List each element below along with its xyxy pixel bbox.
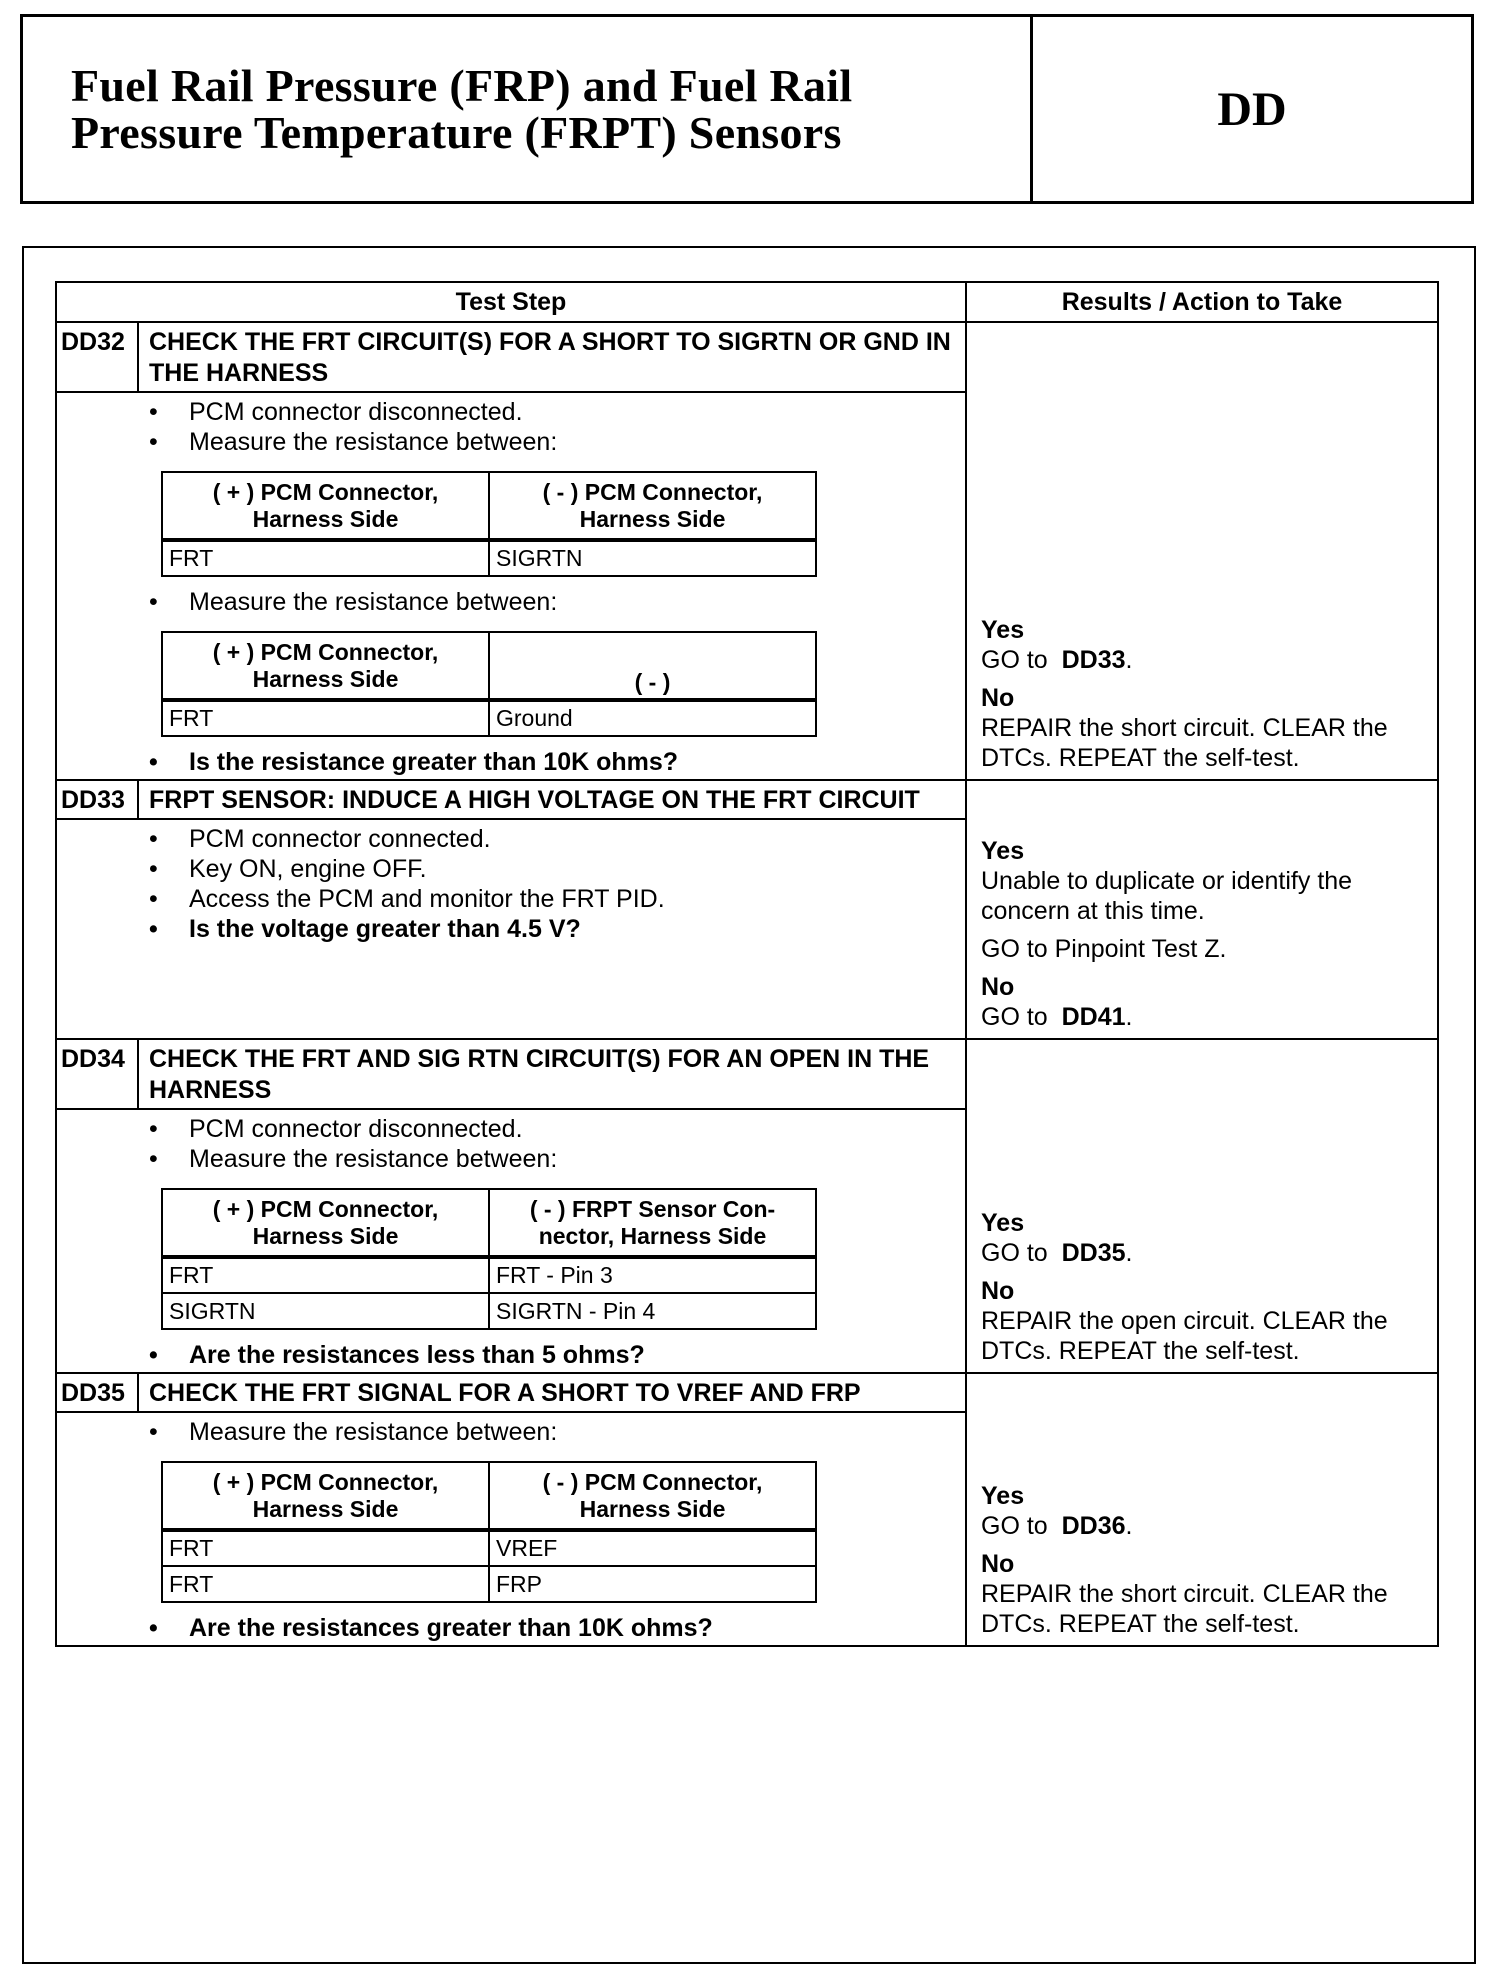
list-item-text: PCM connector disconnected. <box>189 1115 523 1143</box>
test-step-dd33 <box>57 781 1437 1040</box>
table-cell: SIGRTN <box>162 1293 489 1329</box>
table-cell: SIGRTN - Pin 4 <box>489 1293 816 1329</box>
step-question: • Are the resistances greater than 10K ohms? <box>149 1614 713 1642</box>
measurement-header-positive: ( + ) PCM Connector, Harness Side <box>162 632 489 700</box>
table-cell: FRT <box>162 540 489 576</box>
list-item: • Access the PCM and monitor the FRT PID. <box>149 885 665 913</box>
page-title-text: Fuel Rail Pressure (FRP) and Fuel Rail Pressure Temperature (FRPT) Sensors <box>71 60 853 158</box>
step-title: CHECK THE FRT AND SIG RTN CIRCUIT(S) FOR AN OPEN IN THE HARNESS <box>149 1045 930 1104</box>
table-cell: VREF <box>489 1530 816 1566</box>
test-step-dd35 <box>57 1374 1437 1645</box>
no-action: REPAIR the short circuit. CLEAR the DTCs. REPEAT the self-test. <box>981 1580 1388 1638</box>
yes-action: GO to DD36. <box>981 1512 1133 1540</box>
list-item-text: Access the PCM and monitor the FRT PID. <box>189 885 665 913</box>
step-content <box>57 1374 967 1645</box>
table-row <box>162 1530 816 1566</box>
column-header-test-step: Test Step <box>57 283 967 321</box>
step-question: • Is the resistance greater than 10K ohms? <box>149 748 679 776</box>
list-item-text: Measure the resistance between: <box>189 1418 558 1446</box>
pinpoint-test-table <box>55 281 1439 1647</box>
section-code: DD <box>1217 82 1287 136</box>
no-label: No <box>981 684 1015 712</box>
measurement-header-negative: ( - ) FRPT Sensor Con-nector, Harness Side <box>489 1189 816 1257</box>
measurement-header-negative: ( - ) <box>489 632 816 700</box>
no-action: GO to DD41. <box>981 1003 1133 1031</box>
table-row <box>162 700 816 736</box>
yes-action-goto[interactable]: GO to Pinpoint Test Z. <box>981 935 1227 963</box>
no-action: REPAIR the short circuit. CLEAR the DTCs. REPEAT the self-test. <box>981 714 1388 772</box>
list-item: • Measure the resistance between: <box>149 1145 558 1173</box>
table-row <box>162 1566 816 1602</box>
step-heading <box>57 781 965 820</box>
list-item: • Measure the resistance between: <box>149 1418 558 1446</box>
goto-link-dd41[interactable]: DD41 <box>1061 1003 1126 1031</box>
step-title: CHECK THE FRT SIGNAL FOR A SHORT TO VREF AND FRP <box>149 1379 861 1407</box>
step-body <box>57 393 965 779</box>
measurement-header-positive: ( + ) PCM Connector, Harness Side <box>162 472 489 540</box>
table-cell: FRT - Pin 3 <box>489 1257 816 1293</box>
yes-action-text: GO to <box>981 1512 1048 1540</box>
step-results <box>967 781 1437 1038</box>
step-heading <box>57 1374 965 1413</box>
step-title: FRPT SENSOR: INDUCE A HIGH VOLTAGE ON THE FRT CIRCUIT <box>149 786 920 814</box>
no-action-text: GO to <box>981 1003 1048 1031</box>
table-cell: SIGRTN <box>489 540 816 576</box>
step-body <box>57 1413 965 1645</box>
step-results <box>967 323 1437 779</box>
question-text: Are the resistances greater than 10K ohms? <box>189 1614 713 1642</box>
no-action: REPAIR the open circuit. CLEAR the DTCs. REPEAT the self-test. <box>981 1307 1388 1365</box>
test-step-dd32 <box>57 323 1437 781</box>
step-results <box>967 1374 1437 1645</box>
list-item-text: Measure the resistance between: <box>189 428 558 456</box>
no-label: No <box>981 1550 1015 1578</box>
yes-action: Unable to duplicate or identify the concern at this time. <box>981 867 1353 925</box>
yes-label: Yes <box>981 837 1025 865</box>
step-title: CHECK THE FRT CIRCUIT(S) FOR A SHORT TO SIGRTN OR GND IN THE HARNESS <box>149 328 951 387</box>
list-item: • Measure the resistance between: <box>149 588 558 616</box>
step-heading <box>57 1040 965 1110</box>
list-item-text: PCM connector disconnected. <box>189 398 523 426</box>
list-item: • PCM connector disconnected. <box>149 398 523 426</box>
table-row <box>162 1257 816 1293</box>
goto-link-dd35[interactable]: DD35 <box>1061 1239 1126 1267</box>
step-content <box>57 1040 967 1372</box>
question-text: Is the resistance greater than 10K ohms? <box>189 748 679 776</box>
no-label: No <box>981 973 1015 1001</box>
step-id: DD32 <box>57 323 139 391</box>
yes-label: Yes <box>981 1209 1025 1237</box>
table-cell: FRP <box>489 1566 816 1602</box>
yes-action-text: GO to <box>981 646 1048 674</box>
page-title <box>23 17 1033 201</box>
table-cell: FRT <box>162 1530 489 1566</box>
list-item: • PCM connector connected. <box>149 825 491 853</box>
table-cell: Ground <box>489 700 816 736</box>
question-text: Is the voltage greater than 4.5 V? <box>189 915 581 943</box>
yes-action-text: GO to <box>981 1239 1048 1267</box>
step-id: DD34 <box>57 1040 139 1108</box>
measurement-table <box>161 631 817 737</box>
measurement-header-negative: ( - ) PCM Connector, Harness Side <box>489 1462 816 1530</box>
question-text: Are the resistances less than 5 ohms? <box>189 1341 645 1369</box>
measurement-table <box>161 1188 817 1330</box>
page-header <box>20 14 1474 204</box>
step-body <box>57 1110 965 1372</box>
list-item-text: Measure the resistance between: <box>189 588 558 616</box>
test-step-dd34 <box>57 1040 1437 1374</box>
measurement-header-positive: ( + ) PCM Connector, Harness Side <box>162 1189 489 1257</box>
yes-action: GO to DD35. <box>981 1239 1133 1267</box>
step-results <box>967 1040 1437 1372</box>
list-item-text: PCM connector connected. <box>189 825 491 853</box>
step-id: DD33 <box>57 781 139 818</box>
step-body <box>57 820 965 1038</box>
list-item: • Measure the resistance between: <box>149 428 558 456</box>
step-content <box>57 323 967 779</box>
table-cell: FRT <box>162 700 489 736</box>
list-item-text: Measure the resistance between: <box>189 1145 558 1173</box>
measurement-table <box>161 1461 817 1603</box>
list-item-text: Key ON, engine OFF. <box>189 855 427 883</box>
step-id: DD35 <box>57 1374 139 1411</box>
step-question: • Are the resistances less than 5 ohms? <box>149 1341 645 1369</box>
table-cell: FRT <box>162 1566 489 1602</box>
step-heading <box>57 323 965 393</box>
goto-link-dd36[interactable]: DD36 <box>1061 1512 1126 1540</box>
step-content <box>57 781 967 1038</box>
measurement-header-negative: ( - ) PCM Connector, Harness Side <box>489 472 816 540</box>
no-label: No <box>981 1277 1015 1305</box>
column-header-results: Results / Action to Take <box>1061 288 1343 316</box>
table-row <box>162 540 816 576</box>
step-question: • Is the voltage greater than 4.5 V? <box>149 915 581 943</box>
yes-action: GO to DD33. <box>981 646 1133 674</box>
measurement-table <box>161 471 817 577</box>
table-header <box>57 283 1437 323</box>
yes-label: Yes <box>981 1482 1025 1510</box>
list-item: • PCM connector disconnected. <box>149 1115 523 1143</box>
table-cell: FRT <box>162 1257 489 1293</box>
measurement-header-positive: ( + ) PCM Connector, Harness Side <box>162 1462 489 1530</box>
yes-label: Yes <box>981 616 1025 644</box>
table-row <box>162 1293 816 1329</box>
goto-link-dd33[interactable]: DD33 <box>1061 646 1126 674</box>
list-item: • Key ON, engine OFF. <box>149 855 427 883</box>
